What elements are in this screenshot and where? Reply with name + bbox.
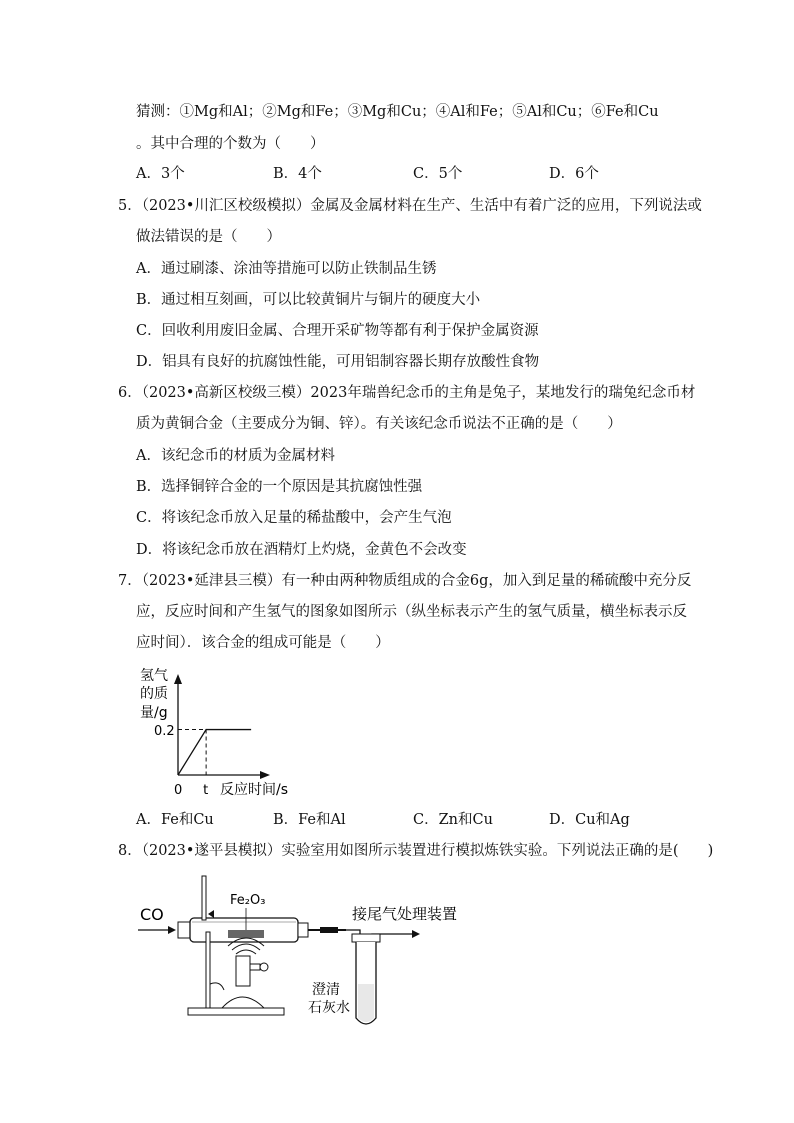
q5-option-b[interactable]: B．通过相互刻画，可以比较黄铜片与铜片的硬度大小 bbox=[136, 292, 481, 308]
stand-clamp bbox=[210, 983, 224, 990]
q6-stem-line1: 6．（2023•高新区校级三模）2023年瑞兽纪念币的主角是兔子，某地发行的瑞兔纪念币材 bbox=[118, 385, 696, 401]
burner-body bbox=[236, 956, 250, 986]
stand-rod bbox=[206, 932, 210, 1010]
chart-ylabel-line1: 氢气 bbox=[140, 668, 168, 684]
q5-option-c[interactable]: C．回收利用废旧金属、合理开采矿物等都有利于保护金属资源 bbox=[136, 323, 539, 339]
hydrogen-mass-chart bbox=[130, 660, 290, 800]
q6-stem-line2: 质为黄铜合金（主要成分为铜、锌）。有关该纪念币说法不正确的是（ ） bbox=[136, 416, 622, 432]
chart-ylabel-line2: 的质 bbox=[140, 686, 168, 702]
clamp-screw bbox=[208, 910, 214, 918]
iron-smelting-apparatus-diagram bbox=[130, 872, 460, 1032]
test-tube-stopper bbox=[352, 934, 380, 942]
q4-guess-line: 猜测：①Mg和Al；②Mg和Fe；③Mg和Cu；④Al和Fe；⑤Al和Cu；⑥Fe和Cu bbox=[136, 104, 659, 120]
q4-option-c[interactable]: C．5个 bbox=[413, 166, 463, 182]
q7-option-a[interactable]: A．Fe和Cu bbox=[136, 812, 214, 828]
exhaust-label: 接尾气处理装置 bbox=[352, 905, 458, 923]
clamp-rod bbox=[202, 876, 206, 920]
q5-stem-line2: 做法错误的是（ ） bbox=[136, 229, 281, 245]
burner-knob bbox=[260, 963, 268, 971]
q7-option-c[interactable]: C．Zn和Cu bbox=[413, 812, 493, 828]
q7-stem-line1: 7．（2023•延津县三模）有一种由两种物质组成的合金6g，加入到足量的稀硫酸中充分反 bbox=[118, 573, 692, 589]
limewater-label-line1: 澄清 bbox=[312, 982, 340, 998]
q4-option-d[interactable]: D．6个 bbox=[549, 166, 599, 182]
chart-ylabel-line3: 量/g bbox=[140, 705, 168, 721]
q4-option-a[interactable]: A．3个 bbox=[136, 166, 185, 182]
chart-xlabel: 反应时间/s bbox=[220, 782, 289, 798]
limewater-liquid bbox=[358, 984, 374, 1022]
q5-option-a[interactable]: A．通过刷漆、涂油等措施可以防止铁制品生锈 bbox=[136, 261, 437, 277]
q7-option-b[interactable]: B．Fe和Al bbox=[273, 812, 346, 828]
q7-stem-line2: 应，反应时间和产生氢气的图象如图所示（纵坐标表示产生的氢气质量，横坐标表示反 bbox=[136, 604, 687, 620]
q5-stem-line1: 5．（2023•川汇区校级模拟）金属及金属材料在生产、生活中有着广泛的应用，下列说法或 bbox=[118, 198, 702, 214]
q8-stem-line1: 8．（2023•遂平县模拟）实验室用如图所示装置进行模拟炼铁实验。下列说法正确的是( ) bbox=[118, 843, 714, 859]
exhaust-arrowhead bbox=[412, 930, 420, 938]
q6-option-d[interactable]: D．将该纪念币放在酒精灯上灼烧，金黄色不会改变 bbox=[136, 542, 467, 558]
fe2o3-powder bbox=[228, 930, 264, 938]
q4-tail-line: 。其中合理的个数为（ ） bbox=[136, 136, 325, 152]
chart-t-label: t bbox=[203, 783, 209, 798]
rubber-connector bbox=[320, 927, 338, 933]
chart-hydrogen-series-line bbox=[178, 730, 251, 775]
fe2o3-label: Fe₂O₃ bbox=[230, 893, 266, 908]
q6-option-a[interactable]: A．该纪念币的材质为金属材料 bbox=[136, 448, 335, 464]
q7-stem-line3: 应时间）．该合金的组成可能是（ ） bbox=[136, 635, 390, 651]
co-label: CO bbox=[140, 905, 164, 924]
inlet-stopper bbox=[178, 922, 190, 938]
q6-option-b[interactable]: B．选择铜锌合金的一个原因是其抗腐蚀性强 bbox=[136, 479, 423, 495]
q4-option-b[interactable]: B．4个 bbox=[273, 166, 322, 182]
limewater-label-line2: 石灰水 bbox=[308, 1000, 350, 1016]
chart-x-axis-arrow bbox=[260, 771, 270, 779]
outlet-stopper bbox=[298, 923, 308, 937]
q6-option-c[interactable]: C．将该纪念币放入足量的稀盐酸中，会产生气泡 bbox=[136, 510, 452, 526]
burner-base bbox=[222, 997, 264, 1008]
co-inlet-arrowhead bbox=[168, 926, 176, 934]
q7-option-d[interactable]: D．Cu和Ag bbox=[549, 812, 630, 828]
q5-option-d[interactable]: D．铝具有良好的抗腐蚀性能，可用铝制容器长期存放酸性食物 bbox=[136, 354, 540, 370]
stand-base bbox=[188, 1008, 284, 1015]
chart-y-axis-arrow bbox=[174, 674, 182, 684]
chart-origin-label: 0 bbox=[174, 783, 183, 798]
burner-valve bbox=[250, 964, 260, 970]
chart-y-tick-label: 0.2 bbox=[154, 724, 175, 739]
